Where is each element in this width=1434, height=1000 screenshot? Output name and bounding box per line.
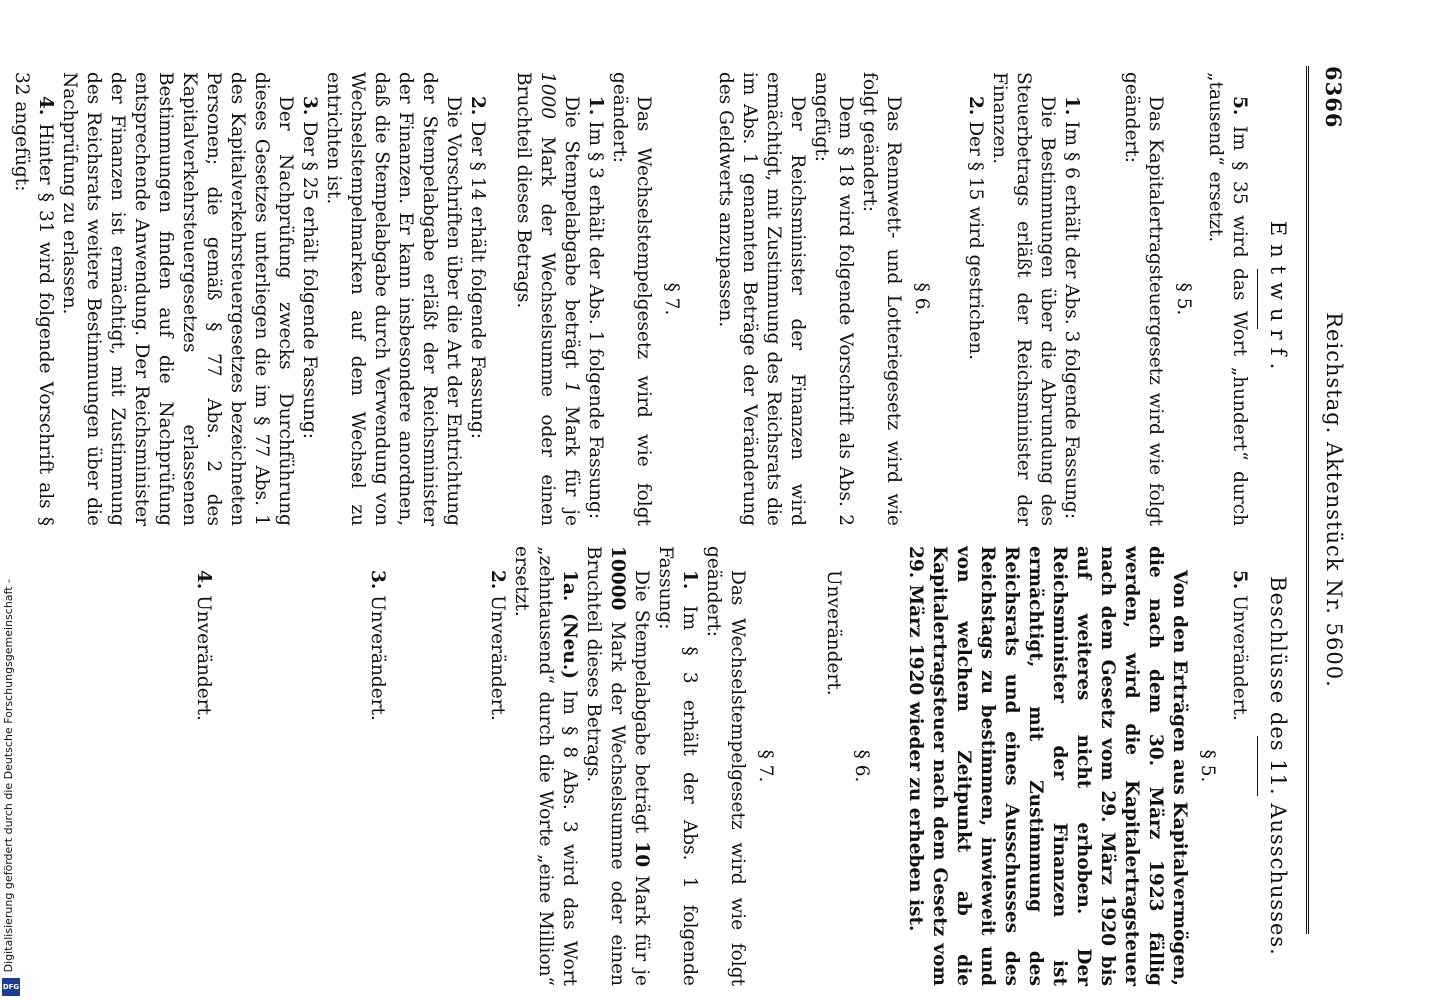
committee-s7-item-4: 4. Unverändert.	[193, 570, 214, 721]
draft-section-6: § 6.	[911, 282, 932, 316]
draft-section-5-intro: Das Kapitalertragsteuergesetz wird wie folgt geändert:	[1121, 72, 1166, 526]
draft-section-6-text: Dem § 18 wird folgende Vorschrift als Abs. 2 angefügt:	[811, 72, 856, 526]
committee-section-7: § 7.	[755, 749, 776, 783]
stamp-duty-base: 10000	[607, 546, 628, 611]
stamp-duty-base: 1000	[537, 72, 558, 120]
draft-s5-item-1: 1. Im § 6 erhält der Abs. 3 folgende Fassung:	[1061, 96, 1082, 520]
page-header	[1306, 66, 1350, 934]
draft-section-5: § 5.	[1173, 282, 1194, 316]
draft-s7-item-1: 1. Im § 3 erhält der Abs. 1 folgende Fassung:	[585, 96, 606, 520]
draft-s7-item-1-quote: Die Stempelabgabe beträgt 1 Mark für je 1000 Mark der Wechselsumme oder einen Bruchteil dieses Betrags.	[513, 72, 582, 526]
committee-item-5: 5. Unverändert.	[1229, 570, 1250, 721]
draft-section-7-intro: Das Wechselstempelgesetz wird wie folgt geändert:	[609, 72, 654, 526]
stamp-duty-amount: 1	[561, 381, 582, 394]
draft-s7-item-3-quote: Der Nachprüfung zwecks Durchführung dieses Gesetzes unterliegen die im § 77 Abs. 1 des Kapitalverkehrsteuergesetzes bezeichneten Personen; die gemäß § 77 Abs. 2 des Kapitalverkehrsteuergesetzes erlassenen Bestimmungen finden auf die Nachprüfung entsprechende Anwendung. Der Reichsminister der Finanzen ist ermächtigt, mit Zustimmung des Reichsrats weitere Bestimmungen über die Nachprüfung zu erlassen.	[59, 72, 296, 526]
draft-s7-item-4: 4. Hinter § 31 wird folgende Vorschrift als § 32 angefügt:	[11, 72, 56, 526]
draft-item-5: 5. Im § 35 wird das Wort „hundert“ durch „tausend“ ersetzt.	[1205, 72, 1250, 526]
committee-column	[191, 546, 1294, 986]
header-rule	[1306, 66, 1309, 934]
page-number: 6366	[1321, 66, 1346, 129]
page-title: Reichstag. Aktenstück Nr. 5600.	[1322, 312, 1346, 688]
committee-s7-item-3: 3. Unverändert.	[367, 570, 388, 721]
committee-section-5: § 5.	[1197, 749, 1218, 783]
draft-section-6-quote: Der Reichsminister der Finanzen wird ermächtigt, mit Zustimmung des Reichsrats die im Abs. 1 genannten Beträge der Veränderung des Geldwerts anzupassen.	[715, 72, 808, 526]
dfg-logo: DFG	[2, 978, 20, 996]
committee-section-6: § 6.	[851, 749, 872, 783]
draft-s7-item-2: 2. Der § 14 erhält folgende Fassung:	[467, 96, 488, 440]
draft-heading: Entwurf.	[1266, 220, 1290, 378]
draft-section-6-intro: Das Rennwett- und Lotteriegesetz wird wie folgt geändert:	[859, 72, 904, 526]
committee-s7-item-1a: 1a. (Neu.) Im § 8 Abs. 3 wird das Wort „zehntausend“ durch die Worte „eine Million“ ersetzt.	[511, 546, 580, 986]
committee-s7-item-2: 2. Unverändert.	[487, 570, 508, 721]
draft-s5-item-1-quote: Die Bestimmungen über die Abrundung des Steuerbetrags erläßt der Reichsminister der Finanzen.	[989, 72, 1058, 526]
draft-section-7: § 7.	[661, 282, 682, 316]
draft-s5-item-2: 2. Der § 15 wird gestrichen.	[965, 96, 986, 361]
draft-section-32	[0, 72, 1, 526]
draft-s7-item-2-quote: Die Vorschriften über die Art der Entrichtung der Stempelabgabe erläßt der Reichsminister der Finanzen. Er kann insbesondere anordnen, daß die Stempelabgabe durch Verwendung von Wechselstempelmarken auf dem Wechsel zu entrichten ist.	[323, 72, 464, 526]
draft-s7-item-3: 3. Der § 25 erhält folgende Fassung:	[299, 96, 320, 440]
heading-rule	[1257, 736, 1258, 796]
committee-heading: Beschlüsse des 11. Ausschusses.	[1266, 576, 1290, 956]
committee-section-6-text: Unverändert.	[823, 570, 844, 696]
digitization-footer	[0, 578, 22, 1000]
funding-note: Digitalisierung gefördert durch die Deutsche Forschungsgemeinschaft -	[2, 578, 15, 972]
committee-s7-item-1: 1. Im § 3 erhält der Abs. 1 folgende Fassung:	[655, 546, 700, 986]
heading-rule	[1257, 269, 1258, 329]
draft-column	[0, 72, 1294, 526]
committee-section-5-text: Von den Erträgen aus Kapitalvermögen, die nach dem 30. März 1923 fällig werden, wird die Kapitalertragsteuer nach dem Gesetz vom 29. März 1920 bis auf weiteres nicht erhoben. Der Reichsminister der Finanzen ist ermächtigt, mit Zustimmung des Reichsrats und eines Ausschusses des Reichstags zu bestimmen, inwieweit und von welchem Zeitpunkt ab die Kapitalertragsteuer nach dem Gesetz vom 29. März 1920 wieder zu erheben ist.	[905, 546, 1190, 986]
committee-s7-item-1-quote: Die Stempelabgabe beträgt 10 Mark für je 10000 Mark der Wechselsumme oder einen Bruchteil dieses Betrags.	[583, 546, 652, 986]
stamp-duty-amount: 10	[631, 841, 652, 868]
committee-section-7-intro: Das Wechselstempelgesetz wird wie folgt geändert:	[703, 546, 748, 986]
